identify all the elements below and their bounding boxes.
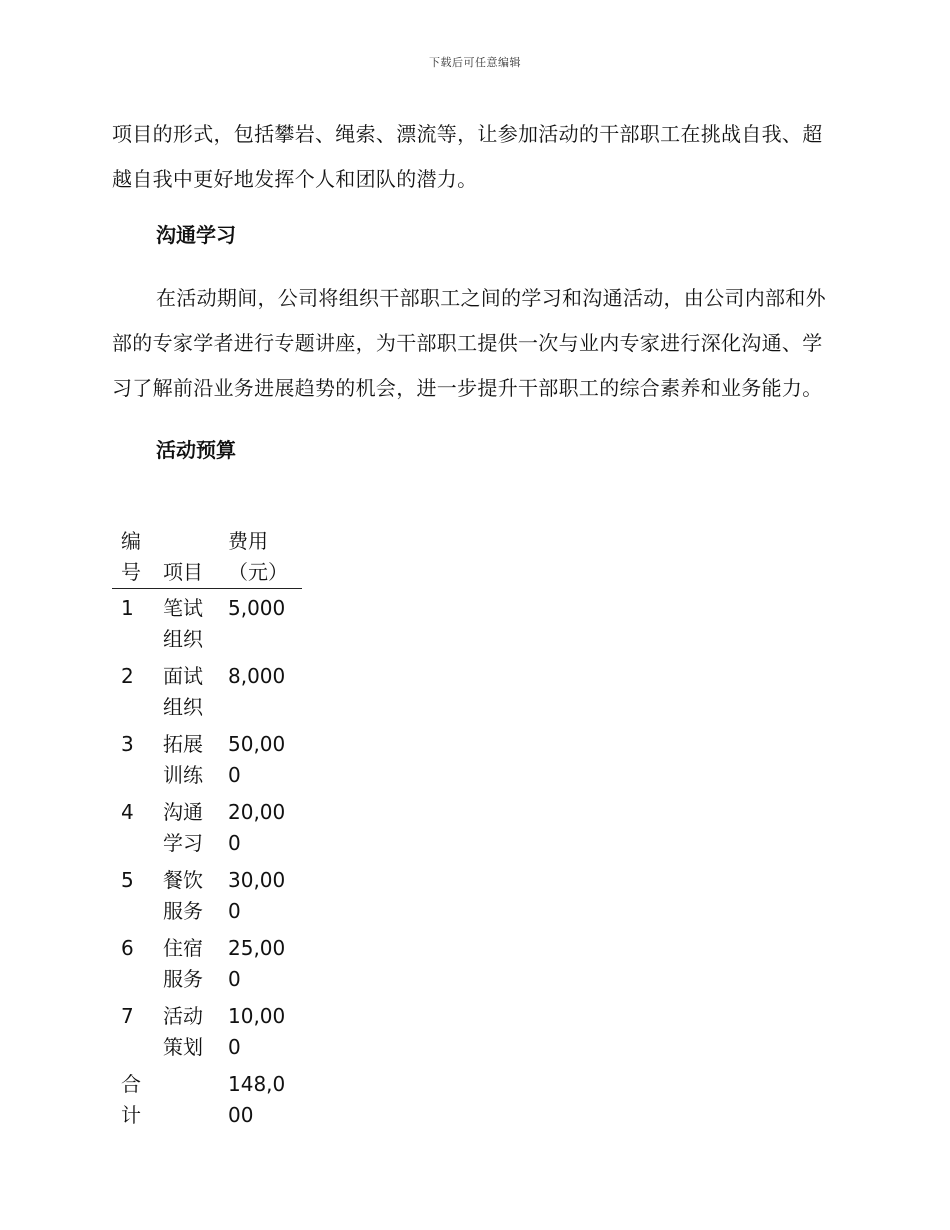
paragraph-communication: 在活动期间，公司将组织干部职工之间的学习和沟通活动，由公司内部和外部的专家学者进行专题讲座，为干部职工提供一次与业内专家进行深化沟通、学习了解前沿业务进展趋势的机会，进一步提升干部职工的综合素养和业务能力。 xyxy=(112,286,826,400)
cell-cost-text: 10,000 xyxy=(228,1004,286,1059)
document-body xyxy=(112,112,832,462)
cell-no-text: 2 xyxy=(121,664,134,688)
cell-cost xyxy=(228,794,302,862)
cell-no xyxy=(112,589,162,659)
cell-cost-text: 148,000 xyxy=(228,1072,286,1127)
cell-no-text: 1 xyxy=(121,596,134,620)
header-cost-label: 费用（元） xyxy=(228,529,288,584)
page-header: 下载后可任意编辑 xyxy=(429,56,521,69)
cell-cost-text: 30,000 xyxy=(228,868,286,923)
header-item-label: 项目 xyxy=(163,559,203,584)
table-row xyxy=(112,726,302,794)
header-cost xyxy=(228,526,302,589)
cell-item xyxy=(162,794,228,862)
header-no-label: 编号 xyxy=(121,529,141,584)
cell-no-text: 7 xyxy=(121,1004,134,1028)
header-no xyxy=(112,526,162,589)
cell-item xyxy=(162,726,228,794)
cell-cost xyxy=(228,862,302,930)
table-row xyxy=(112,794,302,862)
cell-item xyxy=(162,930,228,998)
budget-table xyxy=(112,526,302,1134)
header-item xyxy=(162,526,228,589)
cell-no-text: 4 xyxy=(121,800,134,824)
cell-no xyxy=(112,794,162,862)
table-row xyxy=(112,658,302,726)
cell-no-text: 6 xyxy=(121,936,134,960)
cell-no-text: 3 xyxy=(121,732,134,756)
section-heading-budget: 活动预算 xyxy=(156,438,236,462)
cell-cost xyxy=(228,930,302,998)
table-row xyxy=(112,998,302,1066)
cell-item xyxy=(162,862,228,930)
cell-cost xyxy=(228,1066,302,1134)
cell-item xyxy=(162,658,228,726)
cell-no xyxy=(112,1066,162,1134)
cell-cost xyxy=(228,998,302,1066)
cell-item-text: 餐饮服务 xyxy=(163,868,203,923)
cell-item xyxy=(162,589,228,659)
cell-cost-text: 20,000 xyxy=(228,800,286,855)
cell-no xyxy=(112,998,162,1066)
cell-cost xyxy=(228,726,302,794)
cell-cost-text: 50,000 xyxy=(228,732,286,787)
cell-cost-text: 25,000 xyxy=(228,936,286,991)
paragraph-continued: 项目的形式，包括攀岩、绳索、漂流等，让参加活动的干部职工在挑战自我、超越自我中更好地发挥个人和团队的潜力。 xyxy=(112,122,823,191)
cell-no xyxy=(112,726,162,794)
cell-no xyxy=(112,930,162,998)
table-header-row xyxy=(112,526,302,589)
table-row xyxy=(112,589,302,659)
budget-rows xyxy=(112,589,302,1135)
cell-cost-text: 8,000 xyxy=(228,664,286,688)
cell-cost-text: 5,000 xyxy=(228,596,286,620)
cell-no xyxy=(112,862,162,930)
cell-cost xyxy=(228,589,302,659)
table-row xyxy=(112,862,302,930)
table-row xyxy=(112,1066,302,1134)
cell-item-text: 沟通学习 xyxy=(163,800,203,855)
section-heading-communication: 沟通学习 xyxy=(156,223,236,247)
cell-item-text: 面试组织 xyxy=(163,664,203,719)
cell-item-text: 住宿服务 xyxy=(163,936,203,991)
cell-item xyxy=(162,1066,228,1134)
cell-cost xyxy=(228,658,302,726)
cell-no-text: 5 xyxy=(121,868,134,892)
cell-item-text: 活动策划 xyxy=(163,1004,203,1059)
cell-item xyxy=(162,998,228,1066)
cell-item-text: 拓展训练 xyxy=(163,732,203,787)
cell-item-text: 笔试组织 xyxy=(163,596,203,651)
cell-no xyxy=(112,658,162,726)
cell-no-text: 合计 xyxy=(121,1072,141,1127)
table-row xyxy=(112,930,302,998)
